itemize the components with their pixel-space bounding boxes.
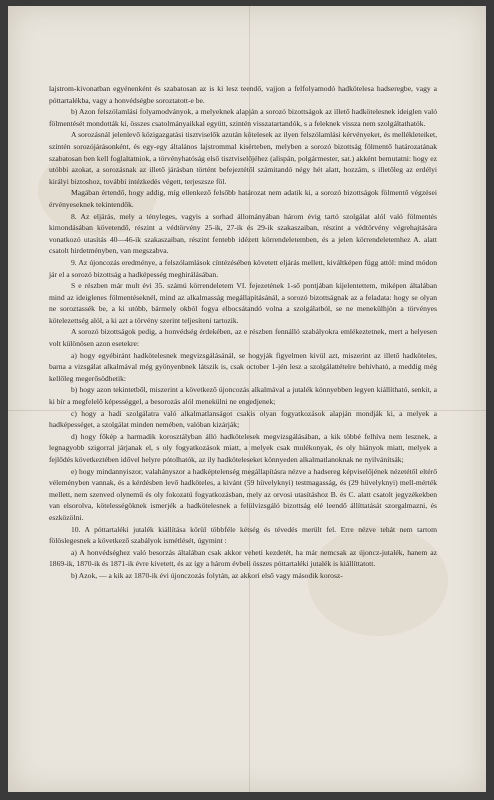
paragraph: a) hogy egyébiránt hadkötelesnek megvizsgálásánál, se hogyják figyelmen kivül azt, miszerint az illető hadköteles, barna a vizsgálat alkalmával még gyönyenbnek látszik is, csak october 1-jén lesz a szolgálattételre behívható, a meddig még kellőleg megerősödhetik: <box>49 350 437 383</box>
document-body <box>49 83 437 582</box>
paragraph: 10. A póttartaléki jutalék kiállítása körül többféle kétség és tévedés merült fel. Erre nézve tehát nem tartom fölöslegesnek a következő szabályok ismétlését, úgymint : <box>49 524 437 546</box>
paragraph: S e részben már mult évi 35. számú körrendeletem VI. fejezetének 1-ső pontjában kijelentettem, miképen általában mind az ideiglenes fölmentéseknél, mind az alkalmasság megállapításánál, a sorozó bizottságnak az a feladata: hogy se olyan ne soroztassék be, a ki utóbb, bármely okból fogya elbocsátandó volna a szolgálatból, se ne menekülhjön a törvényes kötelezettség alól, a ki azt a törvény szerint teljesíteni tartozik. <box>49 281 437 325</box>
paragraph: 9. Az újoncozás eredménye, a felszólamlások cíntézésében követett eljárás mellett, kiváltképen függ attól: mind módon jár el a sorozó bizottság a hadképesség meghirálásában. <box>49 257 437 279</box>
paragraph: b) Azon felszólamlási folyamodványok, a melyeknek alapján a sorozó bizottságok az illető hadkötelesnek ideiglen való fölmentését mondották ki, összes csatolmányaikkal együtt, szintén visszatartandók, s a feleknek vissza nem szolgáltathatók. <box>49 107 437 128</box>
paragraph: Magában értendő, hogy addig, míg ellenkező felsőbb határozat nem adatik ki, a sorozó bizottságok fölmentő végzései érvényeseknek tekintendők. <box>49 188 437 209</box>
paragraph: 8. Az eljárás, mely a tényleges, vagyis a sorhad állományában három évig tartó szolgálat alól való fölmentés kimondásában követendő, részint a védtörvény 25-ik, 27-ik és 29-ik szakaszaiban, részint a védtörvény végrehajtására vonatkozó utasítás 40—46-ik szakaszaiban, részint fentebb idézett körrendeletemben, és a jelen körrendeletemhez A. alatt csatolt hirdetményben, van megszabva. <box>49 211 437 256</box>
paragraph: d) hogy főkép a harmadik korosztályban álló hadkötelesek megvizsgálásában, a kik többé felhíva nem lesznek, a legnagyobb szigorral járjanak el, s oly fogyatkozások miatt, a melyek csak mulékonyak, és oly hiányok miatt, melyek a fejlődés következtében idővel helyre pótolhatók, az ily hadköteleseket könnyeden alkalmatlanoknak ne nyilvánítsák; <box>49 431 437 464</box>
paragraph: b) hogy azon tekintetből, miszerint a következő újoncozás alkalmával a jutalék könnyebben legyen kiállítható, senkit, a ki bír a megfelelő képességgel, a besorozás alól menekülni ne engedjenek; <box>49 385 437 407</box>
paragraph: A sorozásnál jelenlevő közigazgatási tisztviselők azután kötelesek az ilyen felszólamlási kérvényeket, és mellékleteiket, szintén sorozójárásonként, és egy-egy általános lajstrommal kisérteben, melyben a sorozó bizottság fölmentő határozatának szabatosan ben kell foglaltatniok, a törvényhatóság első tisztviselőjéhez (alispán, polgármester, sat.) akként bemutatni: hogy ez utóbbi azokat, a sorozásnak az illető járásban történt befejeztétől számitandó négy hét alatt, hozzám, s illetőleg az erdélyi királyi biztoshoz, további intézkedés végett, terjeszsze föl. <box>49 130 437 186</box>
paragraph: A sorozó bizottságok pedig, a honvédség érdekében, az e részben fennálló szabályokra emlékeztetnek, mert a helyesen volt különösen azon esetekre: <box>49 327 437 349</box>
paragraph: a) A honvédséghez való besorzás általában csak akkor veheti kezdetét, ha már nemcsak az újoncz-jutalék, hanem az 1869-ik, 1870-ik és 1871-ik évre kivetett, és az így a három évbeli összes póttartaléki jutalék is kiállíttatott. <box>49 547 437 569</box>
paragraph: c) hogy a hadi szolgálatra való alkalmatlanságot csakis olyan fogyatkozások alapján mondják ki, a melyek a hadképességet, a szolgálat minden nemében, valóban kizárják; <box>49 408 437 430</box>
paragraph: lajstrom-kivonatban egyénenként és szabatosan az is ki lesz teendő, vajjon a felfolyamodó hadkötelesa hadseregbe, vagy a póttartalékba, vagy a honvédségbe soroztatott-e be. <box>49 84 437 105</box>
paragraph: e) hogy mindannyiszor, valahányszor a hadképtelenség megállapításra nézve a hadsereg képviselőjének nézetétől eltérő véleményben vannak, és a kérdésben levő hadköteles, a kivánt (59 hüvelyknyi) testmagasság, és (29 hüvelyknyi) mell-mérték mellett, nem szenved olynemű és oly fokozatú fogyatkozásban, mely az orvosi utasításhoz B. és C. alatt csatolt jegyzékekben van elsorolva, kötelességöknek ismerjék a hadkötelesnek a felülvizsgáló bizottság elé leendő állíttatását szorgalmazni, és eszközölni. <box>49 466 437 522</box>
paragraph: b) Azok, — a kik az 1870-ik évi újonczozás folytán, az akkori első vagy második korosz- <box>71 570 343 580</box>
